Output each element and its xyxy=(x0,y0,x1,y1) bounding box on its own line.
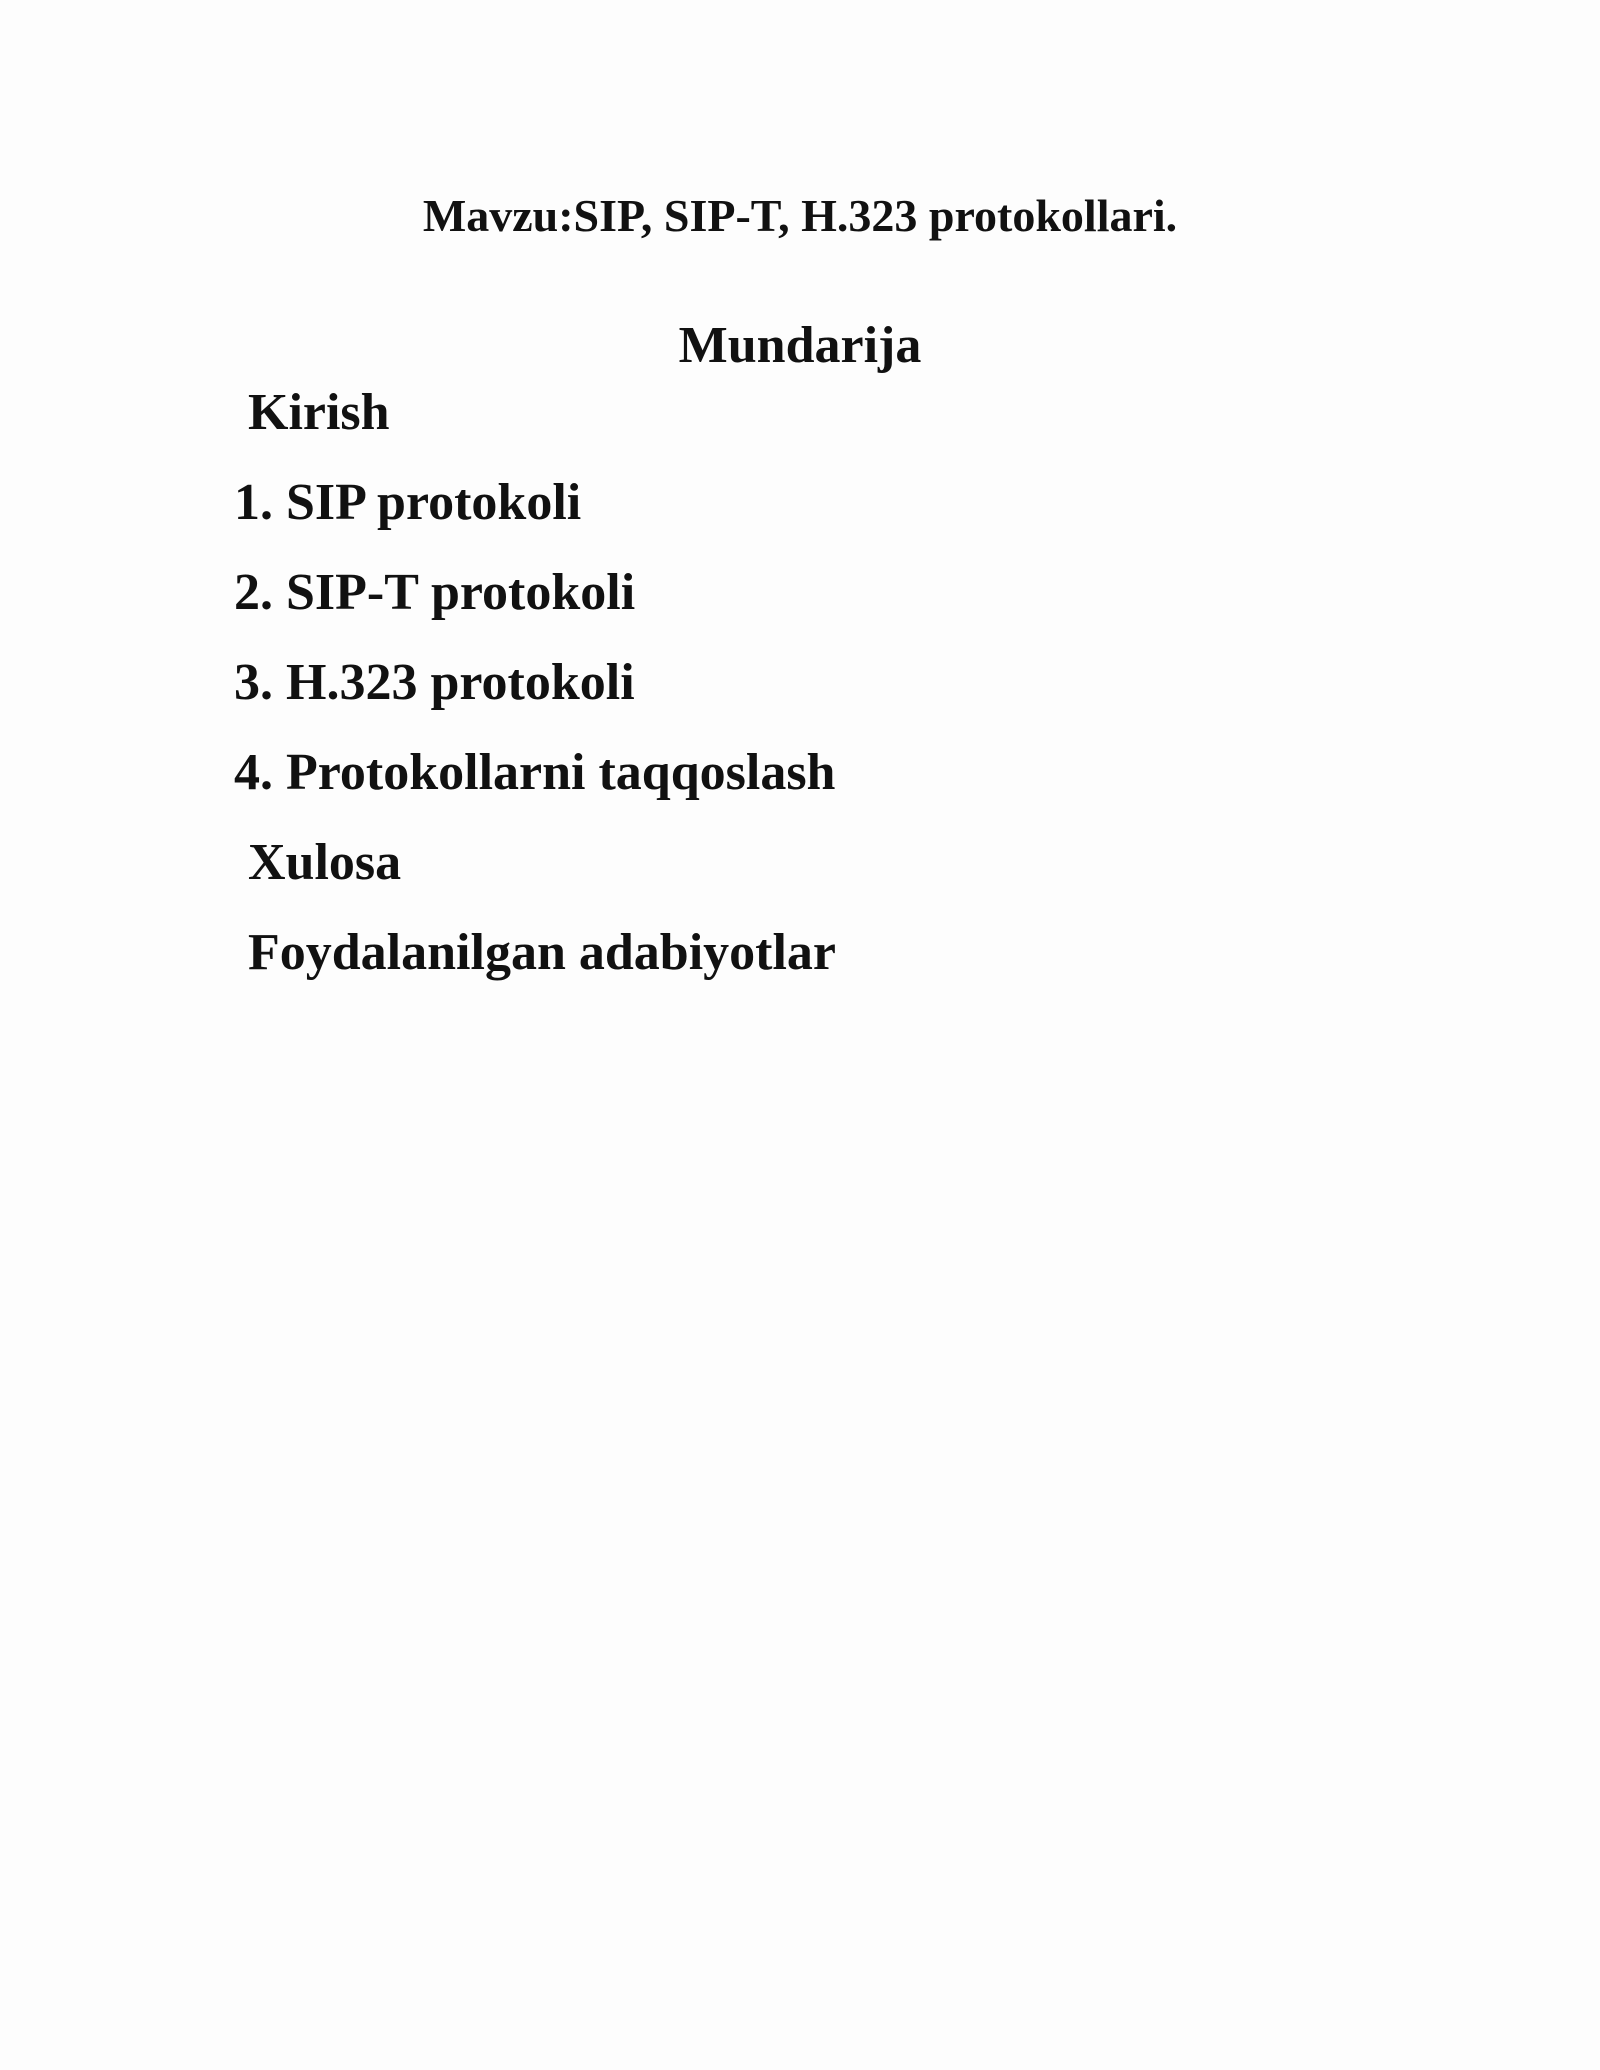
toc-item-conclusion: Xulosa xyxy=(248,834,402,891)
toc-item-references: Foydalanilgan adabiyotlar xyxy=(248,924,836,981)
toc-item-sip-protocol: 1. SIP protokoli xyxy=(234,474,582,531)
toc-item-h323-protocol: 3. H.323 protokoli xyxy=(234,654,635,711)
toc-item-protocol-comparison: 4. Protokollarni taqqoslash xyxy=(234,744,836,801)
toc-item-introduction: Kirish xyxy=(248,384,390,441)
toc-item-sip-t-protocol: 2. SIP-T protokoli xyxy=(234,564,636,621)
document-topic: Mavzu:SIP, SIP-T, H.323 protokollari. xyxy=(422,190,1178,241)
table-of-contents-title: Mundarija xyxy=(678,317,922,374)
table-of-contents xyxy=(234,382,1434,1012)
